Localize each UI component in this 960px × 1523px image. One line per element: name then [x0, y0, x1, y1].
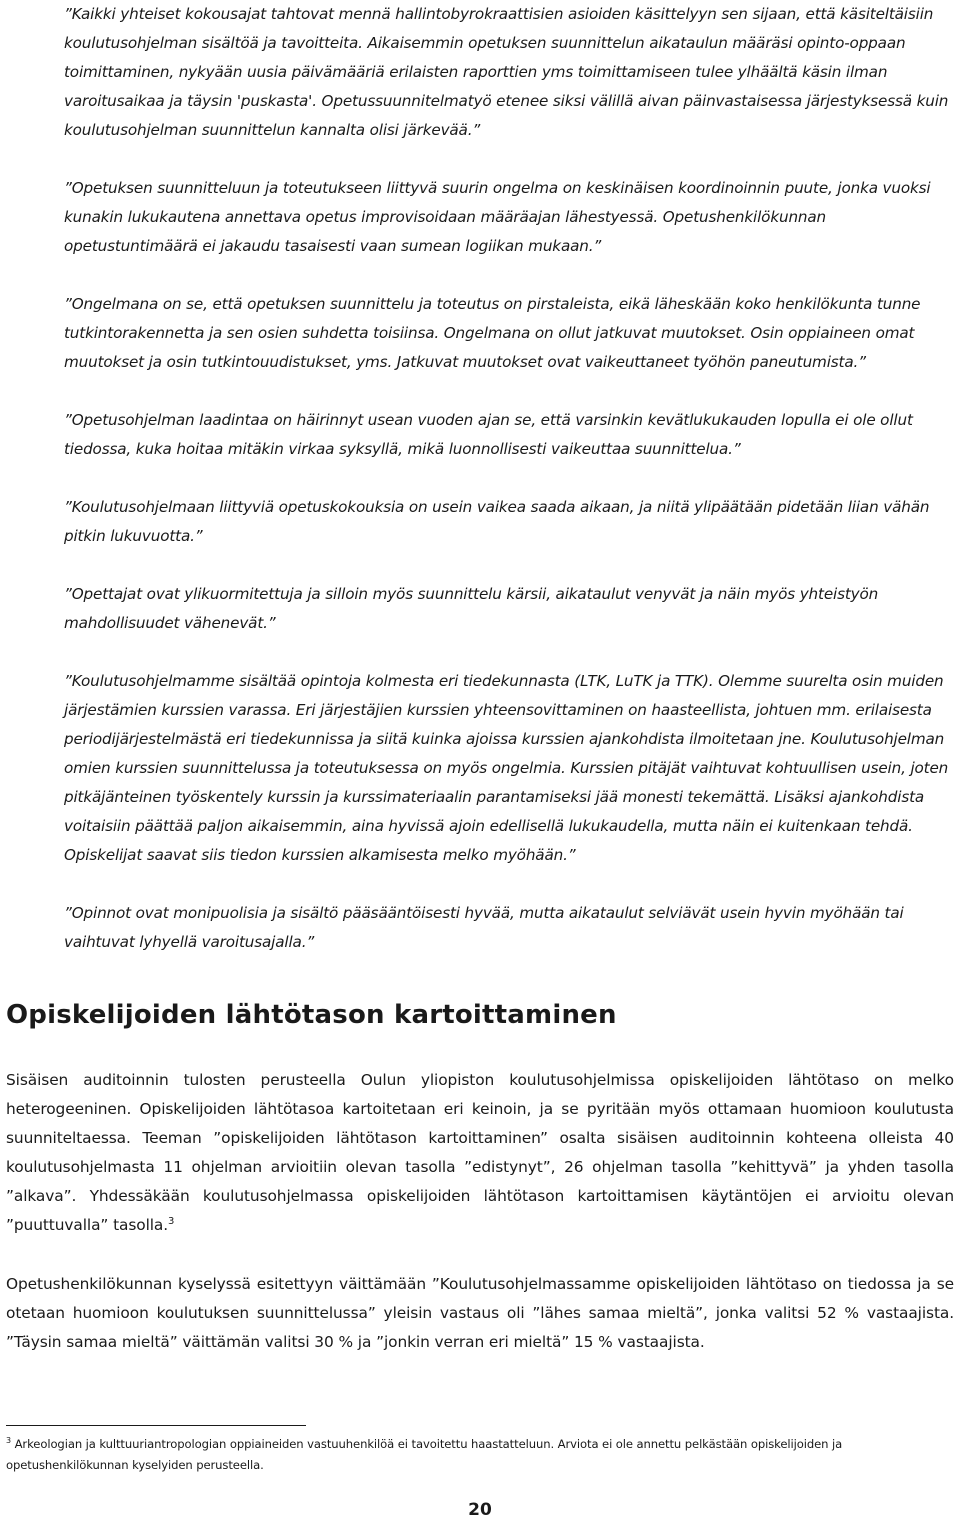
body-paragraph-1-text: Sisäisen auditoinnin tulosten perusteella Oulun yliopiston koulutusohjelmissa opiskelijoiden lähtötaso on melko heterogeeninen. Opiskelijoiden lähtötasoa kartoitetaan eri keinoin, ja se pyritään myös ottamaan huomioon koulutusta suunniteltaessa. Teeman ”opiskelijoiden lähtötason kartoittaminen” osalta sisäisen auditoinnin kohteena olleista 40 koulutusohjelmasta 11 ohjelman arvioitiin olevan tasolla ”edistynyt”, 26 ohjelman tasolla ”kehittyvä” ja yhden tasolla ”alkava”. Yhdessäkään koulutusohjelmassa opiskelijoiden lähtötason kartoittamisen käytäntöjen ei arvioitu olevan ”puuttuvalla” tasolla. — [6, 1071, 954, 1234]
quote-7: ”Koulutusohjelmamme sisältää opintoja kolmesta eri tiedekunnasta (LTK, LuTK ja TTK). Olemme suurelta osin muiden järjestämien kurssien varassa. Eri järjestäjien kurssien yhteensovittaminen on haasteellista, johtuen mm. erilaisesta periodijärjestelmästä eri tiedekunnissa ja siitä kuinka ajoissa kurssien ajankohdista ilmoitetaan jne. Koulutusohjelman omien kurssien suunnittelussa ja toteutuksessa on myös ongelmia. Kurssien pitäjät vaihtuvat kohtuullisen usein, joten pitkäjänteinen työskentely kurssin ja kurssimateriaalin parantamiseksi jää monesti tekemättä. Lisäksi ajankohdista voitaisiin päättää paljon aikaisemmin, aina hyvissä ajoin edellisellä lukukaudella, mutta näin ei kuitenkaan tehdä. Opiskelijat saavat siis tiedon kurssien alkamisesta melko myöhään.” — [64, 672, 949, 864]
quote-1: ”Kaikki yhteiset kokousajat tahtovat mennä hallintobyrokraattisien asioiden käsittelyyn sen sijaan, että käsiteltäisiin koulutusohjelman sisältöä ja tavoitteita. Aikaisemmin opetuksen suunnittelun aikataulun määräsi opinto-oppaan toimittaminen, nykyään uusia päivämääriä erilaisten raporttien yms toimittamiseen tulee ylhäältä käsin ilman varoitusaikaa ja täysin 'puskasta'. Opetussuunnitelmatyö etenee siksi välillä aivan päinvastaisessa järjestyksessä kuin koulutusohjelman suunnittelun kannalta olisi järkevää.” — [64, 5, 949, 139]
interview-quotes — [64, 0, 954, 986]
body-paragraph-1 — [6, 1066, 954, 1240]
footnote-divider — [6, 1425, 306, 1426]
section-heading: Opiskelijoiden lähtötason kartoittaminen — [6, 1000, 617, 1030]
footnote — [6, 1434, 958, 1476]
footnote-reference[interactable]: 3 — [168, 1215, 175, 1227]
quote-4: ”Opetusohjelman laadintaa on häirinnyt usean vuoden ajan se, että varsinkin kevätlukukauden lopulla ei ole ollut tiedossa, kuka hoitaa mitäkin virkaa syksyllä, mikä luonnollisesti vaikeuttaa suunnittelua.” — [64, 411, 913, 458]
quote-3: ”Ongelmana on se, että opetuksen suunnittelu ja toteutus on pirstaleista, eikä läheskään koko henkilökunta tunne tutkintorakennetta ja sen osien suhdetta toisiinsa. Ongelmana on ollut jatkuvat muutokset. Osin oppiaineen omat muutokset ja osin tutkintouudistukset, yms. Jatkuvat muutokset ovat vaikeuttaneet työhön paneutumista.” — [64, 295, 921, 371]
footnote-text: Arkeologian ja kulttuuriantropologian oppiaineiden vastuuhenkilöä ei tavoitettu haastatteluun. Arviota ei ole annettu pelkästään opiskelijoiden ja opetushenkilökunnan kyselyiden perusteella. — [6, 1437, 843, 1472]
quote-2: ”Opetuksen suunnitteluun ja toteutukseen liittyvä suurin ongelma on keskinäisen koordinoinnin puute, jonka vuoksi kunakin lukukautena annettava opetus improvisoidaan määräajan lähestyessä. Opetushenkilökunnan opetustuntimäärä ei jakaudu tasaisesti vaan sumean logiikan mukaan.” — [64, 179, 931, 255]
footnote-number: 3 — [6, 1436, 11, 1446]
page-number: 20 — [468, 1500, 492, 1520]
body-paragraph-2: Opetushenkilökunnan kyselyssä esitettyyn väittämään ”Koulutusohjelmassamme opiskelijoiden lähtötaso on tiedossa ja se otetaan huomioon koulutuksen suunnittelussa” yleisin vastaus oli ”lähes samaa mieltä”, jonka valitsi 52 % vastaajista. ”Täysin samaa mieltä” väittämän valitsi 30 % ja ”jonkin verran eri mieltä” 15 % vastaajista. — [6, 1275, 954, 1351]
quote-5: ”Koulutusohjelmaan liittyviä opetuskokouksia on usein vaikea saada aikaan, ja niitä ylipäätään pidetään liian vähän pitkin lukuvuotta.” — [64, 498, 930, 545]
quote-8: ”Opinnot ovat monipuolisia ja sisältö pääsääntöisesti hyvää, mutta aikataulut selviävät usein hyvin myöhään tai vaihtuvat lyhyellä varoitusajalla.” — [64, 904, 904, 951]
quote-6: ”Opettajat ovat ylikuormitettuja ja silloin myös suunnittelu kärsii, aikataulut venyvät ja näin myös yhteistyön mahdollisuudet vähenevät.” — [64, 585, 879, 632]
